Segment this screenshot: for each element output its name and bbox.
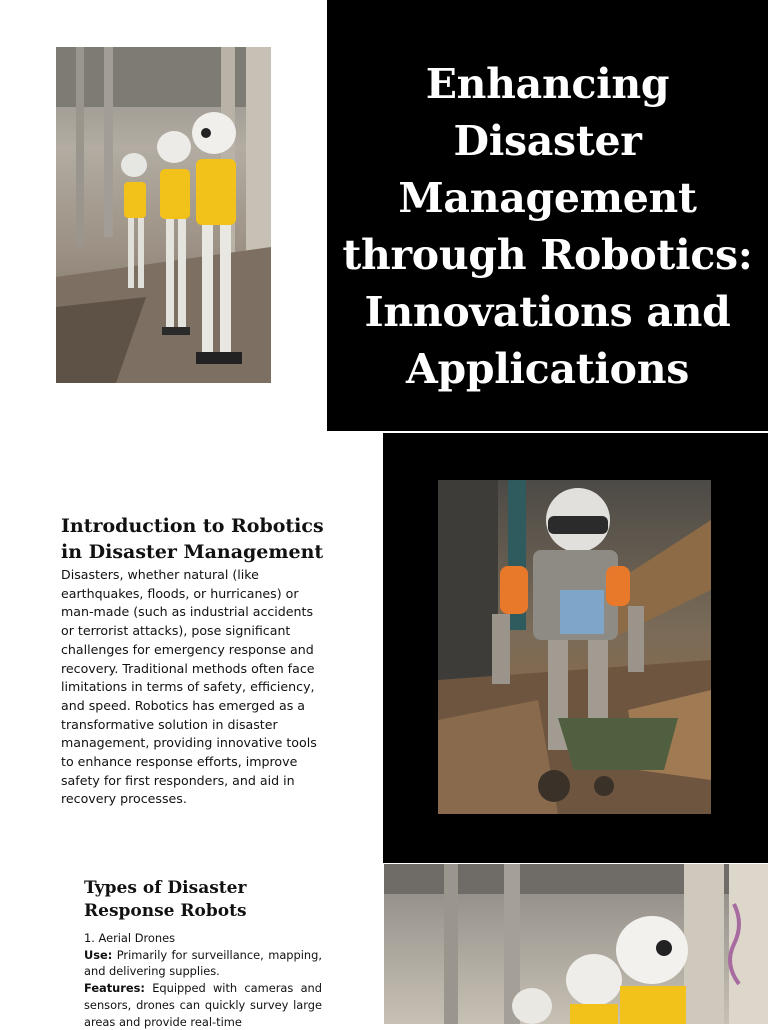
- types-heading: Types of Disaster Response Robots: [84, 878, 247, 921]
- use-label: Use:: [84, 947, 113, 962]
- intro-heading: Introduction to Robotics in Disaster Management: [61, 515, 324, 563]
- robots-corridor-photo: [384, 864, 768, 1024]
- page-title: Enhancing Disaster Management through Robotics: Innovations and Applications: [342, 60, 753, 393]
- types-section: [84, 930, 322, 1030]
- intro-paragraph: Disasters, whether natural (like earthquakes, floods, or hurricanes) or man-made (such as industrial accidents or terrorist attacks), pose significant challenges for emergency response and recovery. Traditional methods often face limitations in terms of safety, efficiency, and speed. Robotics has emerged as a transformative solution in disaster management, providing innovative tools to enhance response efforts, improve safety for first responders, and aid in recovery processes.: [61, 567, 317, 807]
- type-item-features: [84, 980, 322, 1030]
- features-text: Equipped with cameras and sensors, drones can quickly survey large areas and provide real-time: [84, 981, 322, 1029]
- robot-wheelbarrow-photo: [438, 480, 711, 814]
- type-item-use: [84, 947, 322, 980]
- robots-row-photo: [56, 47, 271, 383]
- type-item-title: 1. Aerial Drones: [84, 931, 176, 945]
- features-label: Features:: [84, 981, 145, 996]
- use-text: Primarily for surveillance, mapping, and delivering supplies.: [84, 947, 322, 979]
